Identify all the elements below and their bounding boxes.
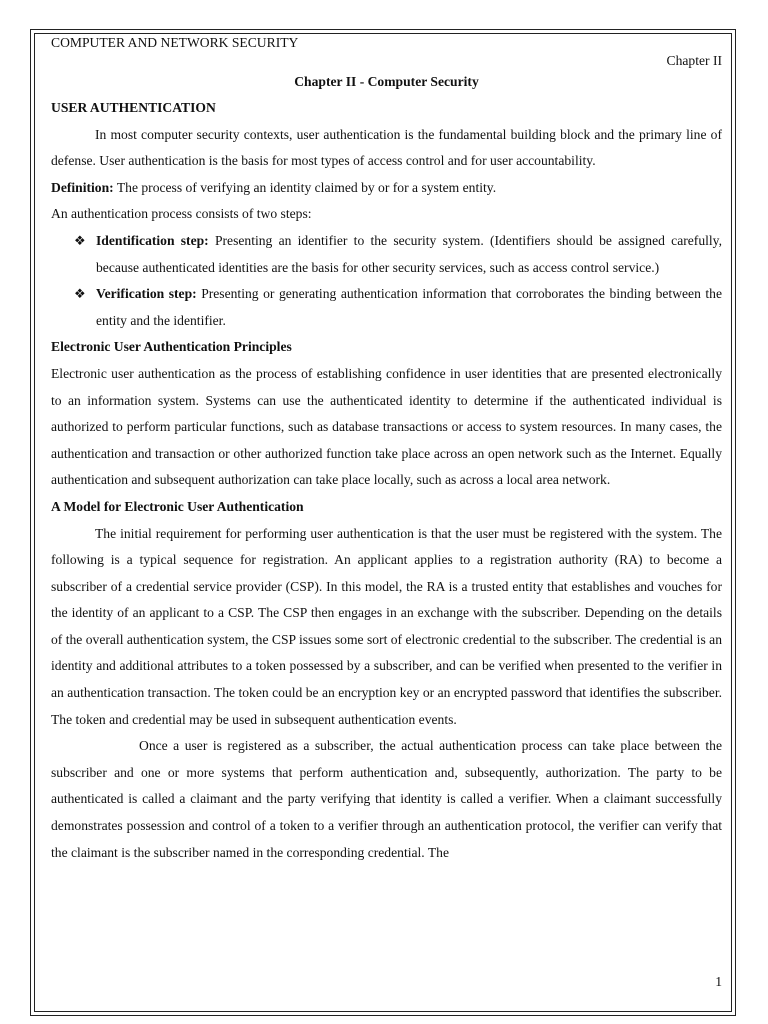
page-number: 1 (715, 974, 722, 989)
page-content (51, 69, 722, 866)
section-heading-user-authentication: USER AUTHENTICATION (51, 100, 216, 115)
diamond-bullet-icon: ❖ (74, 286, 86, 302)
definition-text: The process of verifying an identity claimed by or for a system entity. (113, 179, 497, 195)
paragraph-model-registration: The initial requirement for performing user authentication is that the user must be registered with the system. The following is a typical sequence for registration. An applicant applies to a registration authority (RA) to become a subscriber of a credential service provider (CSP). In this model, the RA is a trusted entity that establishes and vouches for the identity of an applicant to a CSP. The CSP then engages in an exchange with the subscriber. Depending on the details of the overall authentication system, the CSP issues some sort of electronic credential to the subscriber. The credential is an identity and additional attributes to a token possessed by a subscriber, and can be verified when presented to the verifier in an authentication transaction. The token could be an encryption key or an encrypted password that identifies the subscriber. The token and credential may be used in subsequent authentication events. (51, 525, 722, 727)
list-item (51, 228, 722, 281)
paragraph-steps-intro: An authentication process consists of two steps: (51, 206, 312, 222)
paragraph-definition (51, 175, 722, 202)
paragraph-model-authentication: Once a user is registered as a subscriber, the actual authentication process can take place between the subscriber and one or more systems that perform authentication and, subsequently, authorization. The party to be authenticated is called a claimant and the party verifying that identity is called a verifier. When a claimant successfully demonstrates possession and control of a token to a verifier through an authentication protocol, the verifier can verify that the claimant is the subscriber named in the corresponding credential. The (51, 738, 722, 860)
running-header-course: COMPUTER AND NETWORK SECURITY (51, 35, 299, 50)
paragraph-intro: In most computer security contexts, user authentication is the fundamental building block and the primary line of defense. User authentication is the basis for most types of access control and for user accountability. (51, 126, 722, 169)
step-label: Identification step: (96, 232, 209, 248)
section-heading-principles: Electronic User Authentication Principles (51, 339, 292, 355)
step-text: Presenting or generating authentication information that corroborates the binding between the entity and the identifier. (96, 286, 722, 328)
definition-label: Definition: (51, 179, 114, 195)
steps-list (51, 228, 722, 334)
list-item (51, 281, 722, 334)
step-text: Presenting an identifier to the security system. (Identifiers should be assigned carefully, because authenticated identities are the basis for other security services, such as access control service.) (96, 232, 722, 275)
section-heading-model: A Model for Electronic User Authentication (51, 498, 304, 514)
running-header-chapter: Chapter II (666, 53, 722, 68)
chapter-title: Chapter II - Computer Security (294, 74, 479, 89)
paragraph-principles: Electronic user authentication as the process of establishing confidence in user identities that are presented electronically to an information system. Systems can use the authenticated identity to determine if the authenticated individual is authorized to perform particular functions, such as database transactions or access to system resources. In many cases, the authentication and transaction or other authorized function take place across an open network such as the Internet. Equally authentication and subsequent authorization can take place locally, such as across a local area network. (51, 365, 722, 488)
diamond-bullet-icon: ❖ (74, 232, 86, 248)
step-label: Verification step: (96, 286, 197, 302)
